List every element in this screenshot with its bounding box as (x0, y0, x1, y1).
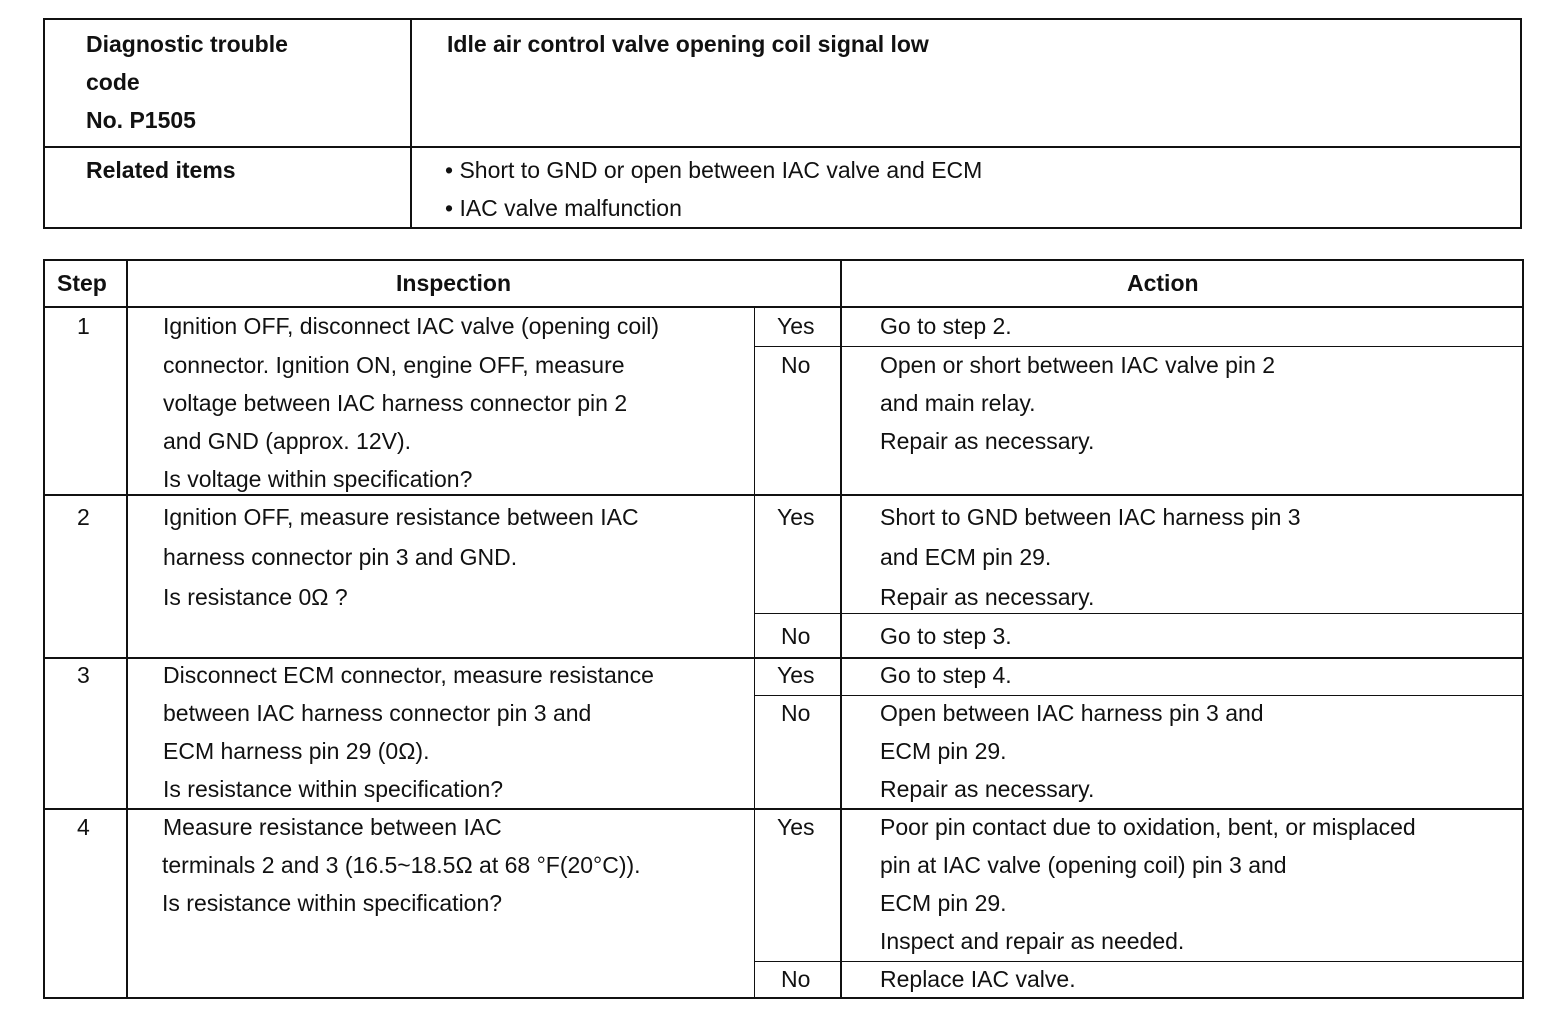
action-line: Open or short between IAC valve pin 2 (880, 352, 1276, 378)
action-line: pin at IAC valve (opening coil) pin 3 and (880, 852, 1287, 878)
action-line: ECM pin 29. (880, 890, 1007, 916)
step-number: 1 (77, 313, 90, 339)
dtc-label-line-1: Diagnostic trouble (86, 31, 288, 57)
inspection-line: Is resistance within specification? (162, 890, 503, 916)
inspection-line: Ignition OFF, measure resistance between IAC (163, 504, 639, 530)
action-line: Repair as necessary. (880, 584, 1095, 610)
inspection-line: Is voltage within specification? (163, 466, 473, 492)
answer-yes: Yes (777, 504, 815, 530)
answer-no: No (781, 623, 811, 649)
answer-yes: Yes (777, 662, 815, 688)
answer-no: No (781, 352, 811, 378)
answer-divider (754, 613, 1524, 614)
dtc-label-line-2: code (86, 69, 140, 95)
related-items-label: Related items (86, 157, 236, 183)
inspection-line: Disconnect ECM connector, measure resistance (163, 662, 654, 688)
inspection-line: ECM harness pin 29 (0Ω). (163, 738, 430, 764)
action-line: Short to GND between IAC harness pin 3 (880, 504, 1301, 530)
action-line: Repair as necessary. (880, 776, 1095, 802)
related-item: • Short to GND or open between IAC valve and ECM (445, 157, 983, 183)
inspection-line: terminals 2 and 3 (16.5~18.5Ω at 68 °F(20°C)). (162, 852, 641, 878)
dtc-title: Idle air control valve opening coil signal low (447, 31, 929, 57)
action-line: Go to step 4. (880, 662, 1012, 688)
step-number: 3 (77, 662, 90, 688)
action-line: Poor pin contact due to oxidation, bent, or misplaced (880, 814, 1416, 840)
action-column-divider (840, 259, 842, 999)
header-row-divider (43, 146, 1522, 148)
action-line: Go to step 2. (880, 313, 1012, 339)
answer-no: No (781, 966, 811, 992)
action-line: Replace IAC valve. (880, 966, 1076, 992)
inspection-column-header: Inspection (396, 270, 512, 296)
answer-no: No (781, 700, 811, 726)
action-line: Inspect and repair as needed. (880, 928, 1185, 954)
inspection-line: Ignition OFF, disconnect IAC valve (opening coil) (163, 313, 660, 339)
header-column-divider (410, 18, 412, 229)
related-item: • IAC valve malfunction (445, 195, 682, 221)
answer-column-divider (754, 307, 755, 999)
inspection-line: Is resistance 0Ω ? (163, 584, 348, 610)
step-number: 4 (77, 814, 90, 840)
inspection-line: connector. Ignition ON, engine OFF, measure (163, 352, 625, 378)
answer-yes: Yes (777, 814, 815, 840)
inspection-line: Is resistance within specification? (163, 776, 504, 802)
inspection-line: and GND (approx. 12V). (163, 428, 412, 454)
inspection-line: harness connector pin 3 and GND. (163, 544, 518, 570)
action-line: and ECM pin 29. (880, 544, 1052, 570)
action-line: Go to step 3. (880, 623, 1012, 649)
inspection-line: voltage between IAC harness connector pin 2 (163, 390, 628, 416)
action-line: ECM pin 29. (880, 738, 1007, 764)
action-line: Open between IAC harness pin 3 and (880, 700, 1264, 726)
answer-yes: Yes (777, 313, 815, 339)
dtc-label-line-3: No. P1505 (86, 107, 196, 133)
step-column-divider (126, 259, 128, 999)
inspection-line: Measure resistance between IAC (163, 814, 502, 840)
action-line: and main relay. (880, 390, 1036, 416)
step-number: 2 (77, 504, 90, 530)
answer-divider (754, 961, 1524, 962)
action-column-header: Action (1127, 270, 1199, 296)
action-line: Repair as necessary. (880, 428, 1095, 454)
step-column-header: Step (57, 270, 107, 296)
inspection-line: between IAC harness connector pin 3 and (163, 700, 592, 726)
